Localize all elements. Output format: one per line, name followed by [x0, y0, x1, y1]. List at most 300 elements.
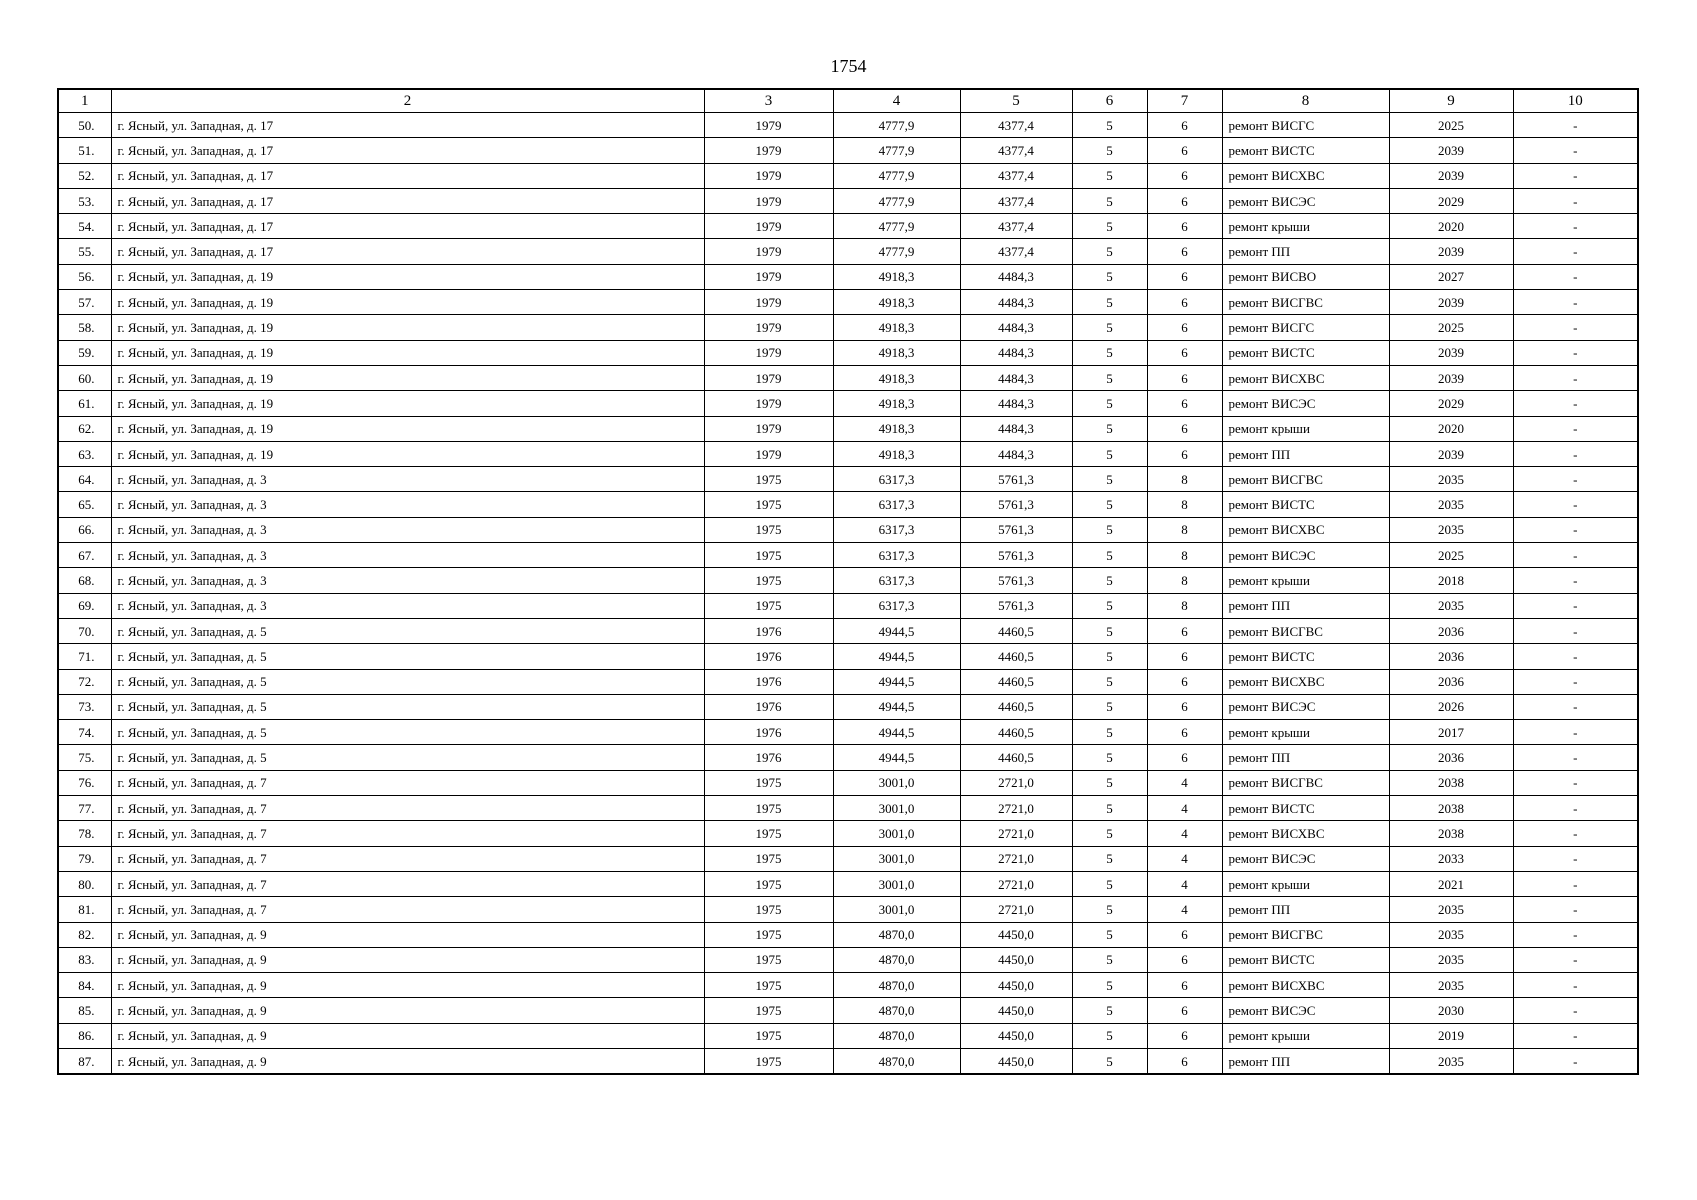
row-number-cell: 77.: [58, 796, 111, 821]
table-row: [58, 694, 1638, 719]
entrances-cell: 8: [1147, 568, 1222, 593]
total-area-cell: 4777,9: [833, 163, 960, 188]
address-cell: г. Ясный, ул. Западная, д. 17: [111, 138, 704, 163]
address-cell: г. Ясный, ул. Западная, д. 19: [111, 290, 704, 315]
row-number-cell: 57.: [58, 290, 111, 315]
note-cell: -: [1513, 365, 1638, 390]
living-area-cell: 4450,0: [960, 998, 1072, 1023]
planned-year-cell: 2025: [1389, 113, 1513, 138]
work-type-cell: ремонт ВИСХВС: [1222, 973, 1389, 998]
build-year-cell: 1979: [704, 416, 833, 441]
planned-year-cell: 2025: [1389, 543, 1513, 568]
living-area-cell: 4484,3: [960, 391, 1072, 416]
living-area-cell: 5761,3: [960, 467, 1072, 492]
build-year-cell: 1979: [704, 239, 833, 264]
floors-cell: 5: [1072, 441, 1147, 466]
total-area-cell: 3001,0: [833, 846, 960, 871]
planned-year-cell: 2033: [1389, 846, 1513, 871]
floors-cell: 5: [1072, 922, 1147, 947]
address-cell: г. Ясный, ул. Западная, д. 19: [111, 391, 704, 416]
total-area-cell: 6317,3: [833, 593, 960, 618]
note-cell: -: [1513, 264, 1638, 289]
floors-cell: 5: [1072, 770, 1147, 795]
row-number-cell: 80.: [58, 871, 111, 896]
address-cell: г. Ясный, ул. Западная, д. 5: [111, 720, 704, 745]
floors-cell: 5: [1072, 998, 1147, 1023]
entrances-cell: 6: [1147, 264, 1222, 289]
floors-cell: 5: [1072, 821, 1147, 846]
note-cell: -: [1513, 897, 1638, 922]
work-type-cell: ремонт ВИСТС: [1222, 340, 1389, 365]
work-type-cell: ремонт ПП: [1222, 745, 1389, 770]
floors-cell: 5: [1072, 694, 1147, 719]
work-type-cell: ремонт ВИСЭС: [1222, 188, 1389, 213]
floors-cell: 5: [1072, 568, 1147, 593]
entrances-cell: 6: [1147, 290, 1222, 315]
address-cell: г. Ясный, ул. Западная, д. 5: [111, 618, 704, 643]
note-cell: -: [1513, 947, 1638, 972]
total-area-cell: 4918,3: [833, 441, 960, 466]
total-area-cell: 4944,5: [833, 644, 960, 669]
living-area-cell: 4484,3: [960, 416, 1072, 441]
build-year-cell: 1976: [704, 618, 833, 643]
total-area-cell: 4777,9: [833, 188, 960, 213]
table-row: [58, 593, 1638, 618]
living-area-cell: 4484,3: [960, 264, 1072, 289]
entrances-cell: 6: [1147, 694, 1222, 719]
entrances-cell: 6: [1147, 745, 1222, 770]
floors-cell: 5: [1072, 264, 1147, 289]
note-cell: -: [1513, 922, 1638, 947]
living-area-cell: 4377,4: [960, 113, 1072, 138]
planned-year-cell: 2039: [1389, 163, 1513, 188]
planned-year-cell: 2035: [1389, 973, 1513, 998]
row-number-cell: 72.: [58, 669, 111, 694]
work-type-cell: ремонт ВИСТС: [1222, 492, 1389, 517]
living-area-cell: 4484,3: [960, 290, 1072, 315]
work-type-cell: ремонт ПП: [1222, 441, 1389, 466]
build-year-cell: 1975: [704, 1048, 833, 1074]
living-area-cell: 4450,0: [960, 922, 1072, 947]
entrances-cell: 8: [1147, 492, 1222, 517]
work-type-cell: ремонт ВИСХВС: [1222, 365, 1389, 390]
living-area-cell: 4450,0: [960, 1048, 1072, 1074]
row-number-cell: 81.: [58, 897, 111, 922]
entrances-cell: 6: [1147, 973, 1222, 998]
table-row: [58, 821, 1638, 846]
note-cell: -: [1513, 669, 1638, 694]
entrances-cell: 6: [1147, 315, 1222, 340]
row-number-cell: 84.: [58, 973, 111, 998]
table-row: [58, 467, 1638, 492]
row-number-cell: 76.: [58, 770, 111, 795]
address-cell: г. Ясный, ул. Западная, д. 17: [111, 239, 704, 264]
note-cell: -: [1513, 846, 1638, 871]
row-number-cell: 64.: [58, 467, 111, 492]
entrances-cell: 6: [1147, 922, 1222, 947]
planned-year-cell: 2035: [1389, 1048, 1513, 1074]
planned-year-cell: 2035: [1389, 492, 1513, 517]
build-year-cell: 1979: [704, 138, 833, 163]
address-cell: г. Ясный, ул. Западная, д. 3: [111, 492, 704, 517]
work-type-cell: ремонт ВИСГВС: [1222, 770, 1389, 795]
build-year-cell: 1979: [704, 290, 833, 315]
column-header-10: 10: [1513, 89, 1638, 113]
build-year-cell: 1979: [704, 391, 833, 416]
build-year-cell: 1979: [704, 113, 833, 138]
living-area-cell: 4460,5: [960, 694, 1072, 719]
work-type-cell: ремонт ВИСХВС: [1222, 517, 1389, 542]
planned-year-cell: 2036: [1389, 745, 1513, 770]
planned-year-cell: 2036: [1389, 644, 1513, 669]
note-cell: -: [1513, 770, 1638, 795]
build-year-cell: 1975: [704, 846, 833, 871]
entrances-cell: 6: [1147, 1023, 1222, 1048]
entrances-cell: 4: [1147, 821, 1222, 846]
address-cell: г. Ясный, ул. Западная, д. 9: [111, 998, 704, 1023]
address-cell: г. Ясный, ул. Западная, д. 17: [111, 113, 704, 138]
planned-year-cell: 2036: [1389, 618, 1513, 643]
floors-cell: 5: [1072, 416, 1147, 441]
total-area-cell: 4918,3: [833, 391, 960, 416]
address-cell: г. Ясный, ул. Западная, д. 17: [111, 163, 704, 188]
table-row: [58, 973, 1638, 998]
row-number-cell: 66.: [58, 517, 111, 542]
row-number-cell: 83.: [58, 947, 111, 972]
note-cell: -: [1513, 214, 1638, 239]
address-cell: г. Ясный, ул. Западная, д. 5: [111, 669, 704, 694]
note-cell: -: [1513, 113, 1638, 138]
note-cell: -: [1513, 694, 1638, 719]
build-year-cell: 1975: [704, 973, 833, 998]
entrances-cell: 6: [1147, 340, 1222, 365]
repair-schedule-table: [57, 88, 1639, 1075]
table-row: [58, 1048, 1638, 1074]
planned-year-cell: 2030: [1389, 998, 1513, 1023]
work-type-cell: ремонт крыши: [1222, 214, 1389, 239]
floors-cell: 5: [1072, 113, 1147, 138]
build-year-cell: 1979: [704, 365, 833, 390]
entrances-cell: 8: [1147, 467, 1222, 492]
entrances-cell: 6: [1147, 163, 1222, 188]
column-header-2: 2: [111, 89, 704, 113]
row-number-cell: 50.: [58, 113, 111, 138]
planned-year-cell: 2021: [1389, 871, 1513, 896]
build-year-cell: 1975: [704, 770, 833, 795]
entrances-cell: 6: [1147, 1048, 1222, 1074]
row-number-cell: 69.: [58, 593, 111, 618]
table-row: [58, 113, 1638, 138]
row-number-cell: 59.: [58, 340, 111, 365]
entrances-cell: 6: [1147, 138, 1222, 163]
address-cell: г. Ясный, ул. Западная, д. 19: [111, 441, 704, 466]
table-row: [58, 214, 1638, 239]
table-row: [58, 416, 1638, 441]
floors-cell: 5: [1072, 947, 1147, 972]
total-area-cell: 4918,3: [833, 315, 960, 340]
note-cell: -: [1513, 593, 1638, 618]
row-number-cell: 63.: [58, 441, 111, 466]
planned-year-cell: 2038: [1389, 770, 1513, 795]
address-cell: г. Ясный, ул. Западная, д. 7: [111, 846, 704, 871]
table-row: [58, 188, 1638, 213]
address-cell: г. Ясный, ул. Западная, д. 3: [111, 517, 704, 542]
floors-cell: 5: [1072, 290, 1147, 315]
row-number-cell: 73.: [58, 694, 111, 719]
floors-cell: 5: [1072, 897, 1147, 922]
table-row: [58, 998, 1638, 1023]
row-number-cell: 62.: [58, 416, 111, 441]
work-type-cell: ремонт ВИСЭС: [1222, 694, 1389, 719]
floors-cell: 5: [1072, 669, 1147, 694]
living-area-cell: 4484,3: [960, 315, 1072, 340]
work-type-cell: ремонт ВИСЭС: [1222, 543, 1389, 568]
living-area-cell: 4460,5: [960, 644, 1072, 669]
entrances-cell: 6: [1147, 113, 1222, 138]
total-area-cell: 3001,0: [833, 796, 960, 821]
total-area-cell: 6317,3: [833, 568, 960, 593]
living-area-cell: 5761,3: [960, 517, 1072, 542]
planned-year-cell: 2039: [1389, 365, 1513, 390]
work-type-cell: ремонт ВИСТС: [1222, 947, 1389, 972]
planned-year-cell: 2038: [1389, 796, 1513, 821]
total-area-cell: 4944,5: [833, 669, 960, 694]
address-cell: г. Ясный, ул. Западная, д. 19: [111, 264, 704, 289]
entrances-cell: 6: [1147, 720, 1222, 745]
address-cell: г. Ясный, ул. Западная, д. 3: [111, 543, 704, 568]
living-area-cell: 2721,0: [960, 770, 1072, 795]
row-number-cell: 65.: [58, 492, 111, 517]
address-cell: г. Ясный, ул. Западная, д. 5: [111, 694, 704, 719]
total-area-cell: 6317,3: [833, 543, 960, 568]
note-cell: -: [1513, 138, 1638, 163]
table-row: [58, 517, 1638, 542]
entrances-cell: 8: [1147, 543, 1222, 568]
planned-year-cell: 2039: [1389, 239, 1513, 264]
table-row: [58, 568, 1638, 593]
note-cell: -: [1513, 871, 1638, 896]
floors-cell: 5: [1072, 973, 1147, 998]
table-row: [58, 871, 1638, 896]
work-type-cell: ремонт ВИСВО: [1222, 264, 1389, 289]
column-header-3: 3: [704, 89, 833, 113]
table-row: [58, 947, 1638, 972]
entrances-cell: 6: [1147, 188, 1222, 213]
total-area-cell: 4870,0: [833, 947, 960, 972]
build-year-cell: 1976: [704, 644, 833, 669]
row-number-cell: 70.: [58, 618, 111, 643]
planned-year-cell: 2025: [1389, 315, 1513, 340]
floors-cell: 5: [1072, 340, 1147, 365]
floors-cell: 5: [1072, 543, 1147, 568]
row-number-cell: 86.: [58, 1023, 111, 1048]
build-year-cell: 1975: [704, 897, 833, 922]
living-area-cell: 2721,0: [960, 871, 1072, 896]
work-type-cell: ремонт ВИСТС: [1222, 796, 1389, 821]
address-cell: г. Ясный, ул. Западная, д. 5: [111, 644, 704, 669]
address-cell: г. Ясный, ул. Западная, д. 3: [111, 593, 704, 618]
table-row: [58, 340, 1638, 365]
living-area-cell: 2721,0: [960, 897, 1072, 922]
work-type-cell: ремонт ВИСХВС: [1222, 821, 1389, 846]
entrances-cell: 6: [1147, 947, 1222, 972]
planned-year-cell: 2035: [1389, 517, 1513, 542]
note-cell: -: [1513, 290, 1638, 315]
row-number-cell: 60.: [58, 365, 111, 390]
build-year-cell: 1975: [704, 796, 833, 821]
work-type-cell: ремонт крыши: [1222, 1023, 1389, 1048]
build-year-cell: 1975: [704, 467, 833, 492]
entrances-cell: 6: [1147, 365, 1222, 390]
table-row: [58, 290, 1638, 315]
planned-year-cell: 2020: [1389, 416, 1513, 441]
build-year-cell: 1976: [704, 720, 833, 745]
planned-year-cell: 2029: [1389, 391, 1513, 416]
total-area-cell: 6317,3: [833, 492, 960, 517]
build-year-cell: 1976: [704, 745, 833, 770]
table-row: [58, 770, 1638, 795]
note-cell: -: [1513, 568, 1638, 593]
table-row: [58, 441, 1638, 466]
table-row: [58, 846, 1638, 871]
total-area-cell: 4918,3: [833, 290, 960, 315]
floors-cell: 5: [1072, 720, 1147, 745]
floors-cell: 5: [1072, 365, 1147, 390]
floors-cell: 5: [1072, 391, 1147, 416]
living-area-cell: 5761,3: [960, 593, 1072, 618]
build-year-cell: 1975: [704, 947, 833, 972]
floors-cell: 5: [1072, 618, 1147, 643]
entrances-cell: 8: [1147, 517, 1222, 542]
row-number-cell: 78.: [58, 821, 111, 846]
floors-cell: 5: [1072, 846, 1147, 871]
entrances-cell: 6: [1147, 239, 1222, 264]
row-number-cell: 67.: [58, 543, 111, 568]
table-row: [58, 543, 1638, 568]
build-year-cell: 1979: [704, 214, 833, 239]
address-cell: г. Ясный, ул. Западная, д. 7: [111, 821, 704, 846]
total-area-cell: 6317,3: [833, 467, 960, 492]
address-cell: г. Ясный, ул. Западная, д. 9: [111, 947, 704, 972]
row-number-cell: 61.: [58, 391, 111, 416]
entrances-cell: 4: [1147, 871, 1222, 896]
floors-cell: 5: [1072, 163, 1147, 188]
floors-cell: 5: [1072, 239, 1147, 264]
address-cell: г. Ясный, ул. Западная, д. 7: [111, 770, 704, 795]
column-header-5: 5: [960, 89, 1072, 113]
total-area-cell: 4918,3: [833, 340, 960, 365]
entrances-cell: 6: [1147, 998, 1222, 1023]
note-cell: -: [1513, 543, 1638, 568]
floors-cell: 5: [1072, 644, 1147, 669]
row-number-cell: 56.: [58, 264, 111, 289]
note-cell: -: [1513, 239, 1638, 264]
planned-year-cell: 2020: [1389, 214, 1513, 239]
row-number-cell: 51.: [58, 138, 111, 163]
build-year-cell: 1975: [704, 543, 833, 568]
work-type-cell: ремонт ВИСГВС: [1222, 467, 1389, 492]
living-area-cell: 5761,3: [960, 543, 1072, 568]
work-type-cell: ремонт ВИСЭС: [1222, 391, 1389, 416]
table-row: [58, 492, 1638, 517]
note-cell: -: [1513, 188, 1638, 213]
living-area-cell: 2721,0: [960, 821, 1072, 846]
work-type-cell: ремонт ВИСТС: [1222, 644, 1389, 669]
living-area-cell: 4484,3: [960, 441, 1072, 466]
note-cell: -: [1513, 1023, 1638, 1048]
entrances-cell: 6: [1147, 214, 1222, 239]
build-year-cell: 1975: [704, 998, 833, 1023]
table-header-row: [58, 89, 1638, 113]
build-year-cell: 1975: [704, 1023, 833, 1048]
floors-cell: 5: [1072, 796, 1147, 821]
column-header-8: 8: [1222, 89, 1389, 113]
planned-year-cell: 2038: [1389, 821, 1513, 846]
living-area-cell: 2721,0: [960, 846, 1072, 871]
address-cell: г. Ясный, ул. Западная, д. 19: [111, 416, 704, 441]
living-area-cell: 4460,5: [960, 618, 1072, 643]
address-cell: г. Ясный, ул. Западная, д. 9: [111, 922, 704, 947]
planned-year-cell: 2039: [1389, 340, 1513, 365]
table-row: [58, 315, 1638, 340]
row-number-cell: 87.: [58, 1048, 111, 1074]
work-type-cell: ремонт ВИСГС: [1222, 113, 1389, 138]
work-type-cell: ремонт крыши: [1222, 568, 1389, 593]
floors-cell: 5: [1072, 593, 1147, 618]
work-type-cell: ремонт ВИСГВС: [1222, 290, 1389, 315]
total-area-cell: 4777,9: [833, 113, 960, 138]
row-number-cell: 82.: [58, 922, 111, 947]
entrances-cell: 6: [1147, 441, 1222, 466]
living-area-cell: 4377,4: [960, 239, 1072, 264]
planned-year-cell: 2035: [1389, 947, 1513, 972]
planned-year-cell: 2026: [1389, 694, 1513, 719]
address-cell: г. Ясный, ул. Западная, д. 9: [111, 1023, 704, 1048]
living-area-cell: 4450,0: [960, 1023, 1072, 1048]
table-row: [58, 897, 1638, 922]
floors-cell: 5: [1072, 315, 1147, 340]
table-row: [58, 644, 1638, 669]
address-cell: г. Ясный, ул. Западная, д. 17: [111, 214, 704, 239]
work-type-cell: ремонт ПП: [1222, 593, 1389, 618]
table-row: [58, 796, 1638, 821]
living-area-cell: 5761,3: [960, 568, 1072, 593]
living-area-cell: 4484,3: [960, 340, 1072, 365]
total-area-cell: 4777,9: [833, 138, 960, 163]
floors-cell: 5: [1072, 517, 1147, 542]
entrances-cell: 6: [1147, 644, 1222, 669]
entrances-cell: 6: [1147, 391, 1222, 416]
floors-cell: 5: [1072, 871, 1147, 896]
total-area-cell: 4944,5: [833, 745, 960, 770]
living-area-cell: 4460,5: [960, 720, 1072, 745]
build-year-cell: 1975: [704, 568, 833, 593]
planned-year-cell: 2039: [1389, 290, 1513, 315]
total-area-cell: 4870,0: [833, 998, 960, 1023]
note-cell: -: [1513, 1048, 1638, 1074]
floors-cell: 5: [1072, 138, 1147, 163]
floors-cell: 5: [1072, 492, 1147, 517]
build-year-cell: 1976: [704, 669, 833, 694]
address-cell: г. Ясный, ул. Западная, д. 5: [111, 745, 704, 770]
work-type-cell: ремонт крыши: [1222, 720, 1389, 745]
note-cell: -: [1513, 391, 1638, 416]
total-area-cell: 4944,5: [833, 694, 960, 719]
living-area-cell: 4377,4: [960, 163, 1072, 188]
work-type-cell: ремонт крыши: [1222, 416, 1389, 441]
living-area-cell: 4377,4: [960, 138, 1072, 163]
note-cell: -: [1513, 467, 1638, 492]
